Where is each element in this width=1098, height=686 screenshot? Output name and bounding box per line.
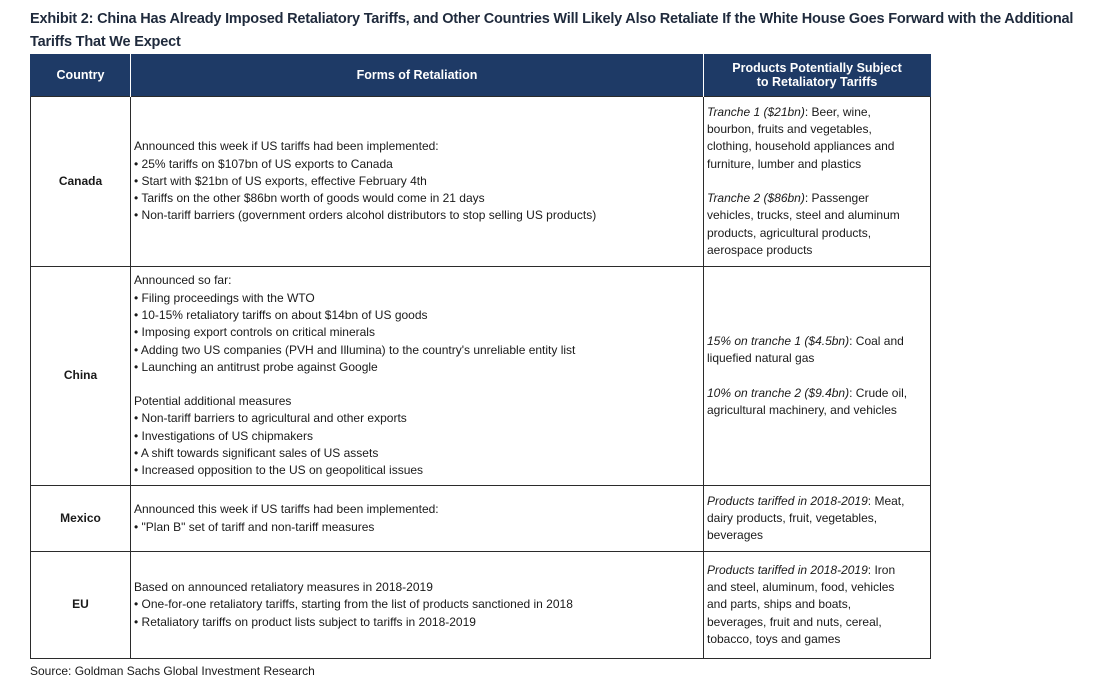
- forms-bullet: • A shift towards significant sales of US assets: [134, 446, 379, 461]
- forms-intro: Announced so far:: [134, 273, 232, 288]
- products-line: dairy products, fruit, vegetables,: [707, 510, 878, 525]
- forms-bullet: • Launching an antitrust probe against Google: [134, 359, 378, 374]
- products-line: Tranche 1 ($21bn): Beer, wine,: [707, 104, 871, 119]
- products-line: agricultural machinery, and vehicles: [707, 402, 897, 417]
- forms-intro: Potential additional measures: [134, 394, 292, 409]
- forms-bullet: • 25% tariffs on $107bn of US exports to Canada: [134, 156, 393, 171]
- forms-intro: Based on announced retaliatory measures in 2018-2019: [134, 580, 433, 595]
- products-line: Products tariffed in 2018-2019: Iron: [707, 562, 896, 577]
- header-products: [704, 54, 931, 97]
- forms-cell: [131, 486, 704, 552]
- country-cell: Canada: [31, 97, 131, 267]
- products-line: vehicles, trucks, steel and aluminum: [707, 208, 900, 223]
- products-line: aerospace products: [707, 242, 813, 257]
- products-line: 15% on tranche 1 ($4.5bn): Coal and: [707, 333, 904, 348]
- table-row-china: [31, 267, 931, 486]
- products-cell: [704, 97, 931, 267]
- forms-bullet: • Non-tariff barriers to agricultural and other exports: [134, 411, 407, 426]
- forms-bullet: • Filing proceedings with the WTO: [134, 290, 315, 305]
- forms-bullet: • Tariffs on the other $86bn worth of goods would come in 21 days: [134, 191, 485, 206]
- table-header-row: [31, 54, 931, 97]
- forms-bullet: • 10-15% retaliatory tariffs on about $14bn of US goods: [134, 307, 428, 322]
- products-line: tobacco, toys and games: [707, 631, 841, 646]
- forms-bullet: • "Plan B" set of tariff and non-tariff measures: [134, 519, 375, 534]
- forms-cell: [131, 552, 704, 659]
- table-row-mexico: [31, 486, 931, 552]
- country-cell: China: [31, 267, 131, 486]
- country-cell: Mexico: [31, 486, 131, 552]
- country-cell: EU: [31, 552, 131, 659]
- forms-bullet: • Imposing export controls on critical minerals: [134, 325, 375, 340]
- products-line: products, agricultural products,: [707, 225, 872, 240]
- forms-bullet: • Start with $21bn of US exports, effective February 4th: [134, 173, 427, 188]
- products-cell: [704, 486, 931, 552]
- products-line: liquefied natural gas: [707, 351, 815, 366]
- header-products-line1: Products Potentially Subject: [732, 61, 902, 75]
- products-cell: [704, 267, 931, 486]
- products-line: bourbon, fruits and vegetables,: [707, 122, 872, 137]
- forms-bullet: • Retaliatory tariffs on product lists subject to tariffs in 2018-2019: [134, 614, 476, 629]
- products-line: furniture, lumber and plastics: [707, 156, 862, 171]
- products-line: beverages, fruit and nuts, cereal,: [707, 614, 882, 629]
- retaliation-table: [30, 54, 931, 659]
- products-line: and parts, ships and boats,: [707, 597, 852, 612]
- products-line: beverages: [707, 528, 764, 543]
- products-line: Tranche 2 ($86bn): Passenger: [707, 191, 869, 205]
- products-cell: [704, 552, 931, 659]
- header-products-line2: to Retaliatory Tariffs: [756, 75, 878, 89]
- header-forms-of-retaliation: Forms of Retaliation: [131, 54, 704, 97]
- products-line: clothing, household appliances and: [707, 139, 895, 154]
- forms-cell: [131, 97, 704, 267]
- products-line: Products tariffed in 2018-2019: Meat,: [707, 493, 905, 508]
- products-line: 10% on tranche 2 ($9.4bn): Crude oil,: [707, 385, 908, 400]
- forms-bullet: • Investigations of US chipmakers: [134, 428, 313, 443]
- table-row-canada: [31, 97, 931, 267]
- header-country: Country: [31, 54, 131, 97]
- forms-intro: Announced this week if US tariffs had been implemented:: [134, 502, 439, 517]
- source-note: Source: Goldman Sachs Global Investment Research: [30, 664, 315, 678]
- table-row-eu: [31, 552, 931, 659]
- forms-intro: Announced this week if US tariffs had been implemented:: [134, 139, 439, 154]
- exhibit-title: Exhibit 2: China Has Already Imposed Retaliatory Tariffs, and Other Countries Will Likely Also Retaliate If the White House Goes Forward with the Additional Tariffs That We Expect: [30, 11, 1074, 50]
- forms-bullet: • Non-tariff barriers (government orders alcohol distributors to stop selling US products): [134, 208, 597, 223]
- forms-bullet: • Adding two US companies (PVH and Illumina) to the country's unreliable entity list: [134, 342, 576, 357]
- products-line: and steel, aluminum, food, vehicles: [707, 580, 895, 595]
- forms-bullet: • Increased opposition to the US on geopolitical issues: [134, 463, 424, 478]
- forms-bullet: • One-for-one retaliatory tariffs, starting from the list of products sanctioned in 2018: [134, 597, 573, 612]
- forms-cell: [131, 267, 704, 486]
